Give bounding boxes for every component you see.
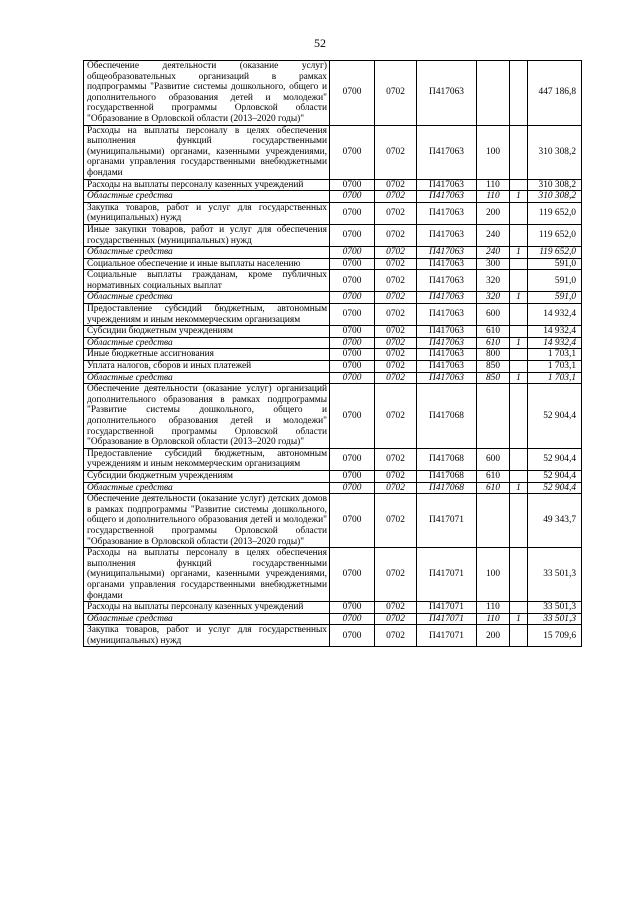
expense-name-cell: Иные закупки товаров, работ и услуг для обеспечения государственных (муниципальных) нужд bbox=[84, 224, 330, 246]
amount-cell: 14 932,4 bbox=[528, 326, 582, 338]
regional-funds-row bbox=[84, 613, 582, 625]
expense-type-cell bbox=[477, 61, 510, 126]
subsection-code-cell: 0702 bbox=[375, 247, 417, 259]
section-code-cell: 0700 bbox=[330, 224, 375, 246]
expense-type-cell: 100 bbox=[477, 548, 510, 602]
section-code-cell: 0700 bbox=[330, 125, 375, 179]
amount-cell: 15 709,6 bbox=[528, 625, 582, 647]
expense-type-cell bbox=[477, 494, 510, 548]
table-row bbox=[84, 125, 582, 179]
target-article-cell: П417063 bbox=[417, 372, 477, 384]
subsection-code-cell: 0702 bbox=[375, 125, 417, 179]
expense-type-cell: 300 bbox=[477, 258, 510, 270]
funding-source-cell: 1 bbox=[510, 292, 528, 304]
expense-type-cell: 600 bbox=[477, 448, 510, 470]
section-code-cell: 0700 bbox=[330, 191, 375, 203]
table-row bbox=[84, 258, 582, 270]
section-code-cell: 0700 bbox=[330, 270, 375, 292]
expense-type-cell: 600 bbox=[477, 304, 510, 326]
amount-cell: 310 308,2 bbox=[528, 125, 582, 179]
amount-cell: 119 652,0 bbox=[528, 247, 582, 259]
subsection-code-cell: 0702 bbox=[375, 372, 417, 384]
amount-cell: 447 186,8 bbox=[528, 61, 582, 126]
funding-source-cell bbox=[510, 61, 528, 126]
funding-source-cell bbox=[510, 470, 528, 482]
expense-name-cell: Закупка товаров, работ и услуг для государственных (муниципальных) нужд bbox=[84, 202, 330, 224]
table-row bbox=[84, 470, 582, 482]
expense-name-cell: Закупка товаров, работ и услуг для государственных (муниципальных) нужд bbox=[84, 625, 330, 647]
target-article-cell: П417063 bbox=[417, 349, 477, 361]
subsection-code-cell: 0702 bbox=[375, 304, 417, 326]
funding-source-cell bbox=[510, 125, 528, 179]
expense-type-cell: 320 bbox=[477, 292, 510, 304]
expense-type-cell bbox=[477, 384, 510, 449]
table-row bbox=[84, 448, 582, 470]
expense-name-cell: Расходы на выплаты персоналу в целях обеспечения выполнения функций государственными (муниципальными) органами, казенными учреждениями, органами управления государственными внебюджетными фондами bbox=[84, 125, 330, 179]
section-code-cell: 0700 bbox=[330, 613, 375, 625]
target-article-cell: П417063 bbox=[417, 304, 477, 326]
subsection-code-cell: 0702 bbox=[375, 494, 417, 548]
section-code-cell: 0700 bbox=[330, 372, 375, 384]
expense-type-cell: 240 bbox=[477, 224, 510, 246]
expense-name-cell: Обеспечение деятельности (оказание услуг) организаций дополнительного образования в рамках подпрограммы "Развитие системы дошкольного, общего и дополнительного образования детей и молодежи" государственной программы Орловской области "Образование в Орловской области (2013–2020 годы)" bbox=[84, 384, 330, 449]
expense-type-cell: 110 bbox=[477, 613, 510, 625]
funding-source-cell bbox=[510, 304, 528, 326]
section-code-cell: 0700 bbox=[330, 602, 375, 614]
expense-name-cell: Социальное обеспечение и иные выплаты населению bbox=[84, 258, 330, 270]
table-row bbox=[84, 326, 582, 338]
budget-table-body bbox=[84, 61, 582, 647]
target-article-cell: П417071 bbox=[417, 602, 477, 614]
expense-type-cell: 850 bbox=[477, 372, 510, 384]
table-row bbox=[84, 349, 582, 361]
funding-source-cell: 1 bbox=[510, 191, 528, 203]
table-row bbox=[84, 625, 582, 647]
expense-name-cell: Расходы на выплаты персоналу казенных учреждений bbox=[84, 179, 330, 191]
target-article-cell: П417071 bbox=[417, 613, 477, 625]
subsection-code-cell: 0702 bbox=[375, 384, 417, 449]
section-code-cell: 0700 bbox=[330, 247, 375, 259]
expense-name-cell: Уплата налогов, сборов и иных платежей bbox=[84, 361, 330, 373]
section-code-cell: 0700 bbox=[330, 61, 375, 126]
subsection-code-cell: 0702 bbox=[375, 202, 417, 224]
subsection-code-cell: 0702 bbox=[375, 349, 417, 361]
amount-cell: 1 703,1 bbox=[528, 349, 582, 361]
subsection-code-cell: 0702 bbox=[375, 482, 417, 494]
expense-type-cell: 610 bbox=[477, 326, 510, 338]
target-article-cell: П417071 bbox=[417, 494, 477, 548]
section-code-cell: 0700 bbox=[330, 384, 375, 449]
funding-source-cell bbox=[510, 361, 528, 373]
amount-cell: 591,0 bbox=[528, 258, 582, 270]
table-row bbox=[84, 548, 582, 602]
table-row bbox=[84, 224, 582, 246]
target-article-cell: П417068 bbox=[417, 448, 477, 470]
section-code-cell: 0700 bbox=[330, 470, 375, 482]
funding-source-cell bbox=[510, 494, 528, 548]
funding-source-cell: 1 bbox=[510, 247, 528, 259]
expense-type-cell: 110 bbox=[477, 179, 510, 191]
regional-funds-row bbox=[84, 191, 582, 203]
target-article-cell: П417063 bbox=[417, 337, 477, 349]
amount-cell: 1 703,1 bbox=[528, 361, 582, 373]
expense-type-cell: 100 bbox=[477, 125, 510, 179]
target-article-cell: П417071 bbox=[417, 548, 477, 602]
amount-cell: 52 904,4 bbox=[528, 470, 582, 482]
section-code-cell: 0700 bbox=[330, 202, 375, 224]
subsection-code-cell: 0702 bbox=[375, 361, 417, 373]
subsection-code-cell: 0702 bbox=[375, 292, 417, 304]
table-row bbox=[84, 270, 582, 292]
section-code-cell: 0700 bbox=[330, 361, 375, 373]
subsection-code-cell: 0702 bbox=[375, 470, 417, 482]
funding-source-cell: 1 bbox=[510, 482, 528, 494]
expense-name-cell: Иные бюджетные ассигнования bbox=[84, 349, 330, 361]
expense-name-cell: Областные средства bbox=[84, 247, 330, 259]
section-code-cell: 0700 bbox=[330, 494, 375, 548]
amount-cell: 14 932,4 bbox=[528, 337, 582, 349]
target-article-cell: П417063 bbox=[417, 361, 477, 373]
expense-name-cell: Областные средства bbox=[84, 372, 330, 384]
target-article-cell: П417063 bbox=[417, 258, 477, 270]
amount-cell: 591,0 bbox=[528, 292, 582, 304]
regional-funds-row bbox=[84, 292, 582, 304]
expense-type-cell: 610 bbox=[477, 482, 510, 494]
amount-cell: 33 501,3 bbox=[528, 602, 582, 614]
target-article-cell: П417063 bbox=[417, 224, 477, 246]
target-article-cell: П417063 bbox=[417, 191, 477, 203]
funding-source-cell bbox=[510, 548, 528, 602]
regional-funds-row bbox=[84, 482, 582, 494]
amount-cell: 310 308,2 bbox=[528, 191, 582, 203]
expense-name-cell: Расходы на выплаты персоналу в целях обеспечения выполнения функций государственными (муниципальными) органами, казенными учреждениями, органами управления государственными внебюджетными фондами bbox=[84, 548, 330, 602]
section-code-cell: 0700 bbox=[330, 548, 375, 602]
expense-name-cell: Обеспечение деятельности (оказание услуг) детских домов в рамках подпрограммы "Развитие системы дошкольного, общего и дополнительного образования детей и молодежи" государственной программы Орловской области "Образование в Орловской области (2013–2020 годы)" bbox=[84, 494, 330, 548]
expense-type-cell: 110 bbox=[477, 191, 510, 203]
expense-type-cell: 320 bbox=[477, 270, 510, 292]
expense-name-cell: Предоставление субсидий бюджетным, автономным учреждениям и иным некоммерческим организациям bbox=[84, 448, 330, 470]
subsection-code-cell: 0702 bbox=[375, 602, 417, 614]
funding-source-cell bbox=[510, 349, 528, 361]
target-article-cell: П417068 bbox=[417, 384, 477, 449]
subsection-code-cell: 0702 bbox=[375, 270, 417, 292]
amount-cell: 119 652,0 bbox=[528, 224, 582, 246]
regional-funds-row bbox=[84, 372, 582, 384]
table-row bbox=[84, 361, 582, 373]
expense-type-cell: 240 bbox=[477, 247, 510, 259]
table-row bbox=[84, 602, 582, 614]
target-article-cell: П417063 bbox=[417, 61, 477, 126]
funding-source-cell bbox=[510, 202, 528, 224]
funding-source-cell: 1 bbox=[510, 372, 528, 384]
funding-source-cell bbox=[510, 625, 528, 647]
expense-type-cell: 850 bbox=[477, 361, 510, 373]
amount-cell: 52 904,4 bbox=[528, 482, 582, 494]
expense-name-cell: Областные средства bbox=[84, 482, 330, 494]
subsection-code-cell: 0702 bbox=[375, 337, 417, 349]
amount-cell: 33 501,3 bbox=[528, 613, 582, 625]
expense-name-cell: Обеспечение деятельности (оказание услуг) общеобразовательных организаций в рамках подпрограммы "Развитие системы дошкольного, общего и дополнительного образования детей и молодежи" государственной программы Орловской области "Образование в Орловской области (2013–2020 годы)" bbox=[84, 61, 330, 126]
target-article-cell: П417063 bbox=[417, 179, 477, 191]
expense-type-cell: 200 bbox=[477, 625, 510, 647]
table-row bbox=[84, 494, 582, 548]
funding-source-cell: 1 bbox=[510, 613, 528, 625]
expense-name-cell: Областные средства bbox=[84, 337, 330, 349]
target-article-cell: П417071 bbox=[417, 625, 477, 647]
subsection-code-cell: 0702 bbox=[375, 326, 417, 338]
section-code-cell: 0700 bbox=[330, 625, 375, 647]
subsection-code-cell: 0702 bbox=[375, 224, 417, 246]
section-code-cell: 0700 bbox=[330, 326, 375, 338]
target-article-cell: П417063 bbox=[417, 247, 477, 259]
amount-cell: 14 932,4 bbox=[528, 304, 582, 326]
section-code-cell: 0700 bbox=[330, 304, 375, 326]
subsection-code-cell: 0702 bbox=[375, 548, 417, 602]
subsection-code-cell: 0702 bbox=[375, 179, 417, 191]
amount-cell: 52 904,4 bbox=[528, 448, 582, 470]
section-code-cell: 0700 bbox=[330, 448, 375, 470]
amount-cell: 49 343,7 bbox=[528, 494, 582, 548]
section-code-cell: 0700 bbox=[330, 179, 375, 191]
expense-type-cell: 200 bbox=[477, 202, 510, 224]
table-row bbox=[84, 384, 582, 449]
amount-cell: 33 501,3 bbox=[528, 548, 582, 602]
target-article-cell: П417068 bbox=[417, 470, 477, 482]
funding-source-cell bbox=[510, 602, 528, 614]
expense-type-cell: 610 bbox=[477, 470, 510, 482]
table-row bbox=[84, 304, 582, 326]
expense-name-cell: Областные средства bbox=[84, 292, 330, 304]
expense-name-cell: Областные средства bbox=[84, 191, 330, 203]
target-article-cell: П417063 bbox=[417, 326, 477, 338]
amount-cell: 591,0 bbox=[528, 270, 582, 292]
table-row bbox=[84, 202, 582, 224]
section-code-cell: 0700 bbox=[330, 349, 375, 361]
target-article-cell: П417068 bbox=[417, 482, 477, 494]
page-number: 52 bbox=[314, 36, 326, 50]
expense-name-cell: Социальные выплаты гражданам, кроме публичных нормативных социальных выплат bbox=[84, 270, 330, 292]
subsection-code-cell: 0702 bbox=[375, 625, 417, 647]
table-row bbox=[84, 179, 582, 191]
funding-source-cell bbox=[510, 179, 528, 191]
amount-cell: 52 904,4 bbox=[528, 384, 582, 449]
subsection-code-cell: 0702 bbox=[375, 613, 417, 625]
subsection-code-cell: 0702 bbox=[375, 61, 417, 126]
target-article-cell: П417063 bbox=[417, 270, 477, 292]
expense-name-cell: Субсидии бюджетным учреждениям bbox=[84, 326, 330, 338]
section-code-cell: 0700 bbox=[330, 258, 375, 270]
target-article-cell: П417063 bbox=[417, 292, 477, 304]
expense-type-cell: 800 bbox=[477, 349, 510, 361]
table-row bbox=[84, 61, 582, 126]
target-article-cell: П417063 bbox=[417, 202, 477, 224]
regional-funds-row bbox=[84, 247, 582, 259]
funding-source-cell bbox=[510, 448, 528, 470]
funding-source-cell bbox=[510, 326, 528, 338]
expense-name-cell: Областные средства bbox=[84, 613, 330, 625]
target-article-cell: П417063 bbox=[417, 125, 477, 179]
amount-cell: 310 308,2 bbox=[528, 179, 582, 191]
subsection-code-cell: 0702 bbox=[375, 191, 417, 203]
funding-source-cell bbox=[510, 384, 528, 449]
expense-name-cell: Предоставление субсидий бюджетным, автономным учреждениям и иным некоммерческим организациям bbox=[84, 304, 330, 326]
section-code-cell: 0700 bbox=[330, 482, 375, 494]
expense-type-cell: 110 bbox=[477, 602, 510, 614]
amount-cell: 1 703,1 bbox=[528, 372, 582, 384]
funding-source-cell bbox=[510, 270, 528, 292]
section-code-cell: 0700 bbox=[330, 337, 375, 349]
funding-source-cell bbox=[510, 224, 528, 246]
budget-table bbox=[83, 60, 582, 647]
funding-source-cell: 1 bbox=[510, 337, 528, 349]
regional-funds-row bbox=[84, 337, 582, 349]
subsection-code-cell: 0702 bbox=[375, 448, 417, 470]
section-code-cell: 0700 bbox=[330, 292, 375, 304]
expense-name-cell: Субсидии бюджетным учреждениям bbox=[84, 470, 330, 482]
expense-name-cell: Расходы на выплаты персоналу казенных учреждений bbox=[84, 602, 330, 614]
amount-cell: 119 652,0 bbox=[528, 202, 582, 224]
subsection-code-cell: 0702 bbox=[375, 258, 417, 270]
funding-source-cell bbox=[510, 258, 528, 270]
expense-type-cell: 610 bbox=[477, 337, 510, 349]
